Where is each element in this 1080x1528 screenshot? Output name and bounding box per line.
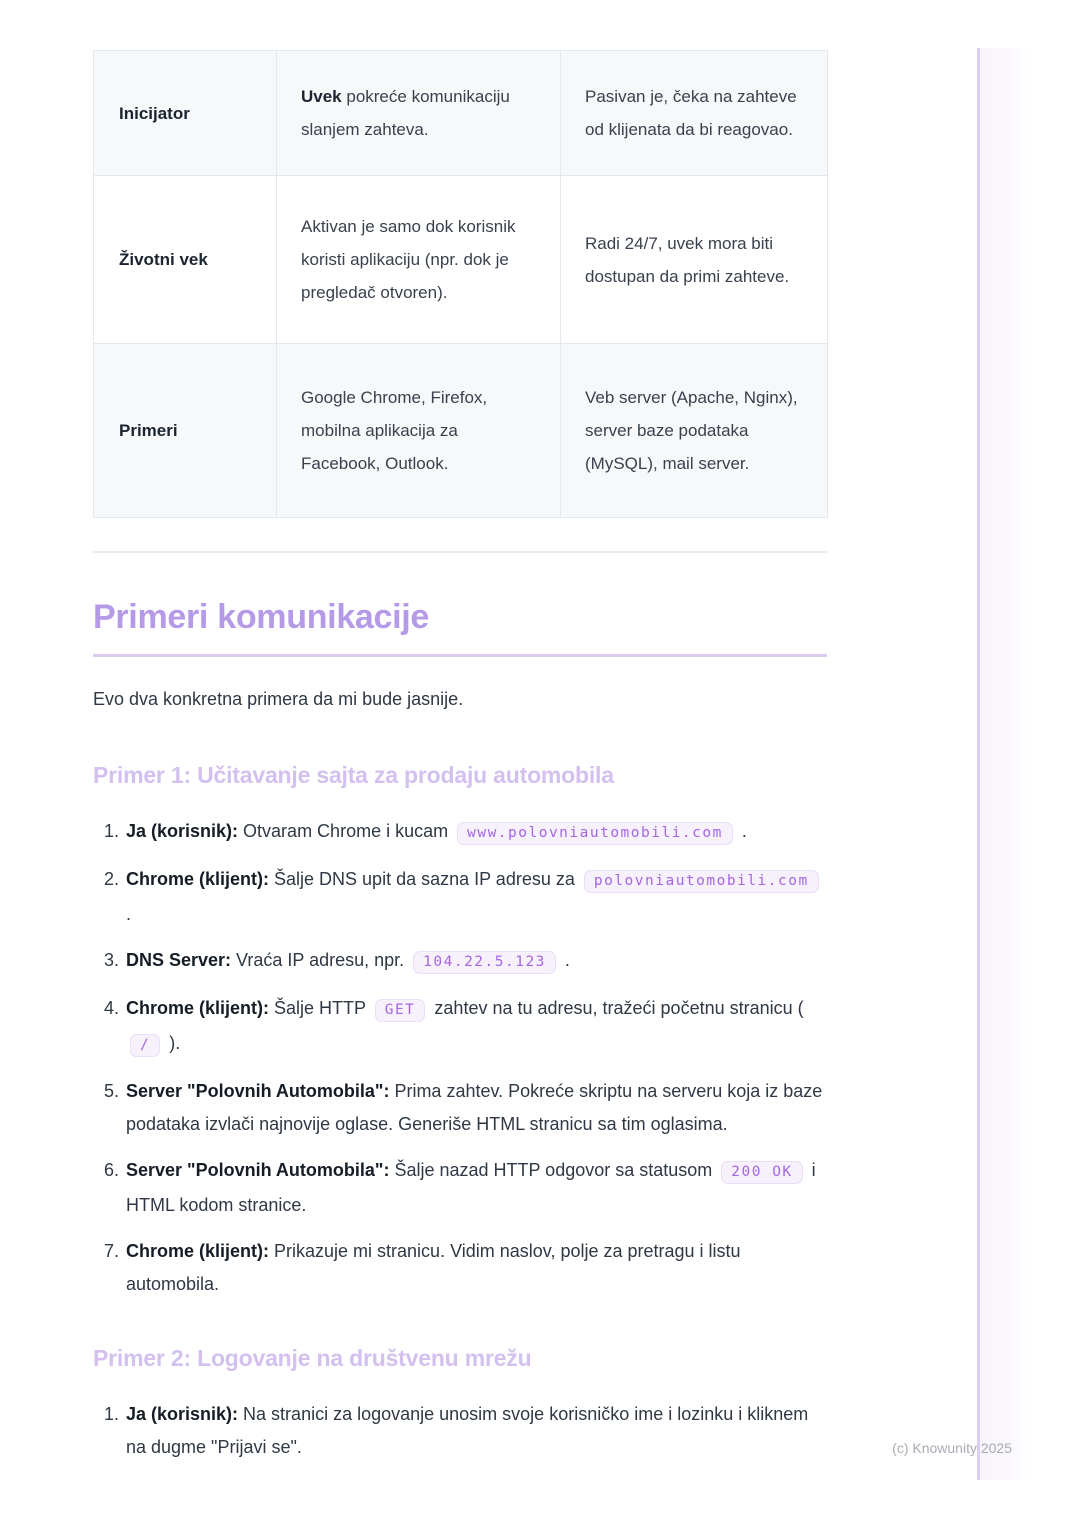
server-cell: Veb server (Apache, Nginx), server baze podataka (MySQL), mail server. — [561, 344, 828, 518]
server-cell: Radi 24/7, uvek mora biti dostupan da primi zahteve. — [561, 176, 828, 344]
section-divider — [93, 551, 827, 553]
list-item-text: i HTML kodom stranice. — [126, 1160, 816, 1215]
list-item-text: Šalje nazad HTTP odgovor sa statusom — [389, 1160, 718, 1180]
list-item — [124, 1075, 827, 1141]
list-item — [124, 815, 827, 850]
list-item-text: Na stranici za logovanje unosim svoje korisničko ime i lozinku i kliknem na dugme "Prijavi se". — [126, 1404, 809, 1457]
inline-code: www.polovniautomobili.com — [457, 822, 733, 845]
list-item-label: Chrome (klijent): — [126, 869, 270, 889]
table-row — [94, 344, 828, 518]
inline-code: / — [130, 1034, 160, 1057]
list-item — [124, 992, 827, 1062]
list-item — [124, 1398, 827, 1464]
table-row — [94, 176, 828, 344]
next-page-edge — [977, 48, 1032, 1480]
client-cell — [277, 176, 561, 344]
table-row — [94, 51, 828, 176]
cell-text: pokreće komunikaciju slanjem zahteva. — [301, 87, 510, 139]
list-item-label: DNS Server: — [126, 950, 232, 970]
example1-steps-list — [93, 815, 827, 1301]
inline-code: polovniautomobili.com — [584, 870, 819, 893]
list-item-label: Server "Polovnih Automobila": — [126, 1081, 390, 1101]
cell-bold-text: Uvek — [301, 87, 342, 106]
list-item-label: Ja (korisnik): — [126, 1404, 239, 1424]
list-item-text: . — [736, 821, 747, 841]
list-item — [124, 863, 827, 931]
list-item-text: ). — [164, 1033, 181, 1053]
inline-code: 104.22.5.123 — [413, 951, 556, 974]
server-cell: Pasivan je, čeka na zahteve od klijenata da bi reagovao. — [561, 51, 828, 176]
client-cell — [277, 344, 561, 518]
list-item-text: Prikazuje mi stranicu. Vidim naslov, polje za pretragu i listu automobila. — [126, 1241, 741, 1294]
list-item-label: Ja (korisnik): — [126, 821, 239, 841]
comparison-table — [93, 50, 828, 518]
list-item-text: . — [126, 904, 132, 924]
intro-paragraph: Evo dva konkretna primera da mi bude jasnije. — [93, 689, 464, 709]
copyright-notice: (c) Knowunity 2025 — [892, 1440, 1012, 1456]
section-title: Primeri komunikacije — [93, 598, 827, 657]
list-item-label: Chrome (klijent): — [126, 998, 270, 1018]
list-item-label: Chrome (klijent): — [126, 1241, 270, 1261]
inline-code: GET — [375, 999, 426, 1022]
document-content — [93, 50, 827, 1477]
list-item-label: Server "Polovnih Automobila": — [126, 1160, 390, 1180]
list-item — [124, 1235, 827, 1301]
client-cell — [277, 51, 561, 176]
cell-text: Aktivan je samo dok korisnik koristi aplikaciju (npr. dok je pregledač otvoren). — [301, 217, 516, 302]
row-label: Primeri — [94, 344, 277, 518]
cell-text: Google Chrome, Firefox, mobilna aplikacija za Facebook, Outlook. — [301, 388, 488, 473]
inline-code: 200 OK — [721, 1161, 802, 1184]
list-item-text: Vraća IP adresu, npr. — [231, 950, 410, 970]
list-item-text: Otvaram Chrome i kucam — [238, 821, 454, 841]
list-item-text: Šalje DNS upit da sazna IP adresu za — [269, 869, 580, 889]
list-item-text: Prima zahtev. Pokreće skriptu na serveru koja iz baze podataka izvlači najnovije oglase. Generiše HTML stranicu sa tim oglasima. — [126, 1081, 823, 1134]
list-item-text: Šalje HTTP — [269, 998, 371, 1018]
list-item — [124, 1154, 827, 1222]
row-label: Inicijator — [94, 51, 277, 176]
example1-heading: Primer 1: Učitavanje sajta za prodaju automobila — [93, 762, 614, 788]
list-item-text: . — [559, 950, 570, 970]
list-item — [124, 944, 827, 979]
list-item-text: zahtev na tu adresu, tražeći početnu stranicu ( — [429, 998, 804, 1018]
example2-steps-list — [93, 1398, 827, 1464]
row-label: Životni vek — [94, 176, 277, 344]
example2-heading: Primer 2: Logovanje na društvenu mrežu — [93, 1345, 532, 1371]
